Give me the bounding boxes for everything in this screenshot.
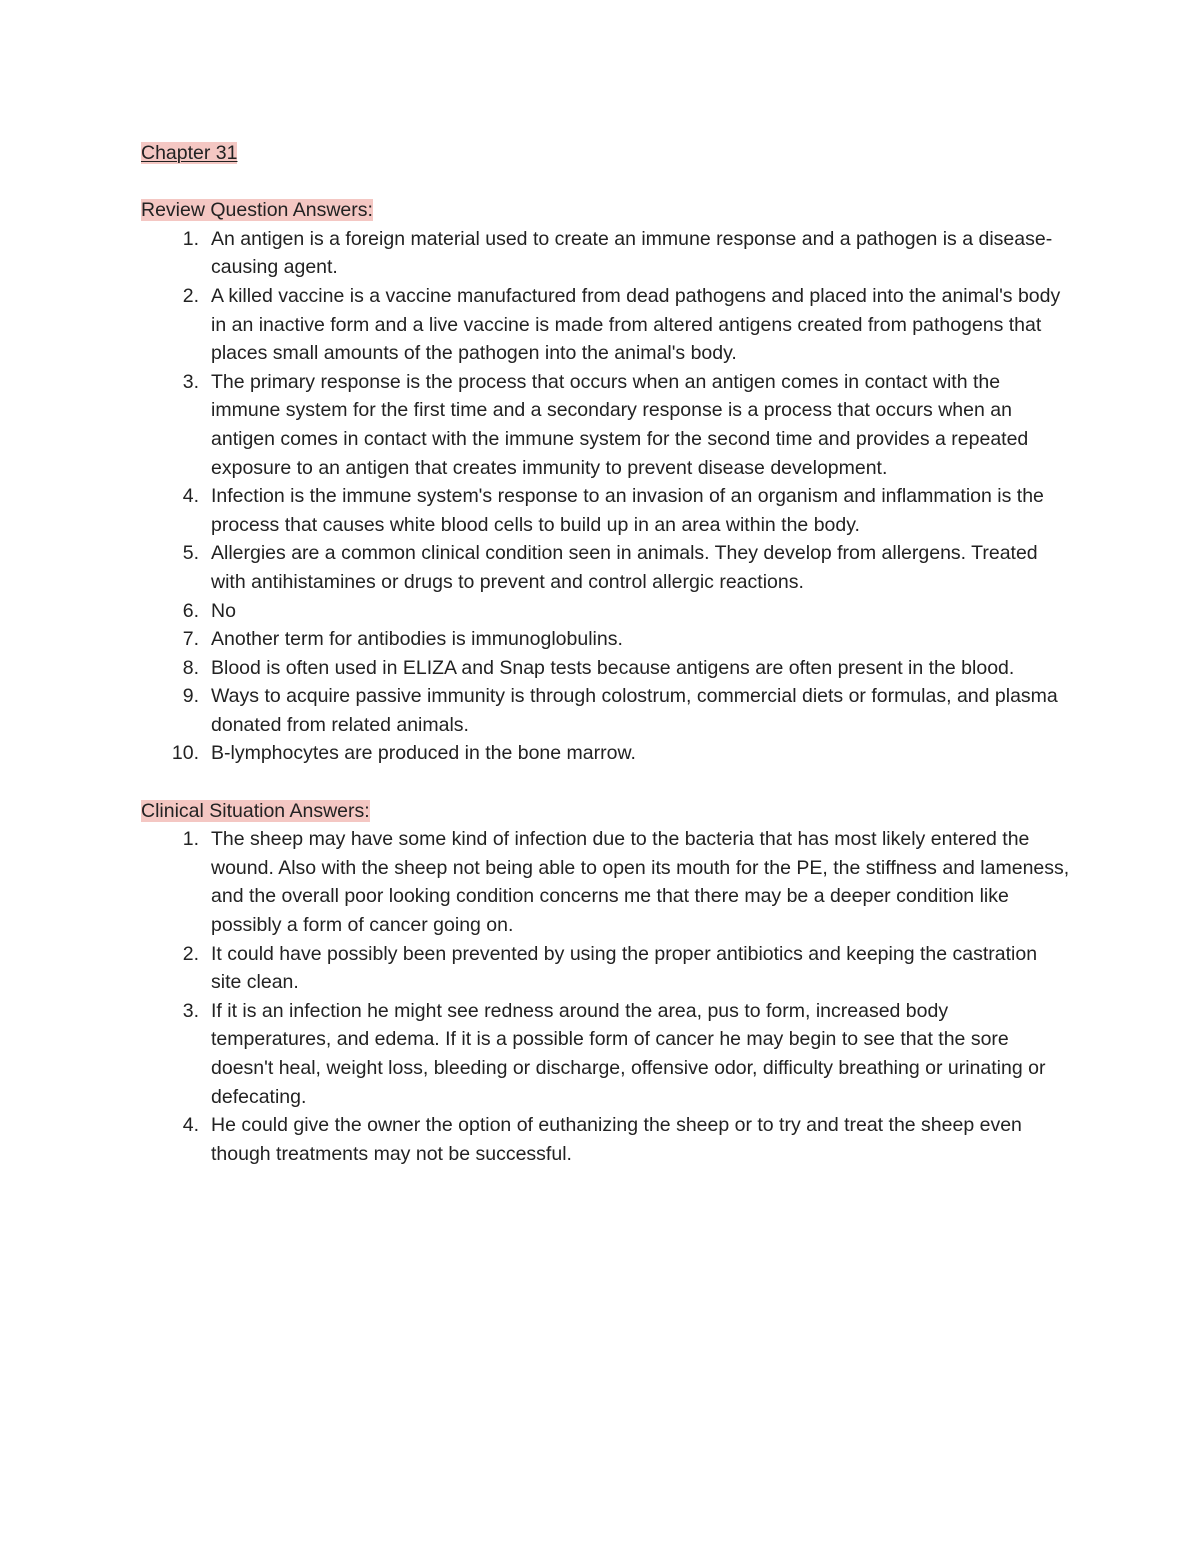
spacer <box>141 768 1071 797</box>
clinical-answers-list <box>141 825 1071 1168</box>
review-heading-text: Review Question Answers: <box>141 199 373 222</box>
list-item <box>141 825 1071 939</box>
list-item <box>141 625 1071 654</box>
list-item <box>141 654 1071 683</box>
item-number: 9. <box>182 685 199 708</box>
list-item <box>141 597 1071 626</box>
spacer <box>141 168 1071 197</box>
item-text: Infection is the immune system's response to an invasion of an organism and inflammation is the process that causes white blood cells to build up in an area within the body. <box>211 485 1044 536</box>
list-item <box>141 368 1071 482</box>
list-item <box>141 539 1071 596</box>
list-item <box>141 282 1071 368</box>
item-text: Allergies are a common clinical condition seen in animals. They develop from allergens. Treated with antihistamines or drugs to prevent and control allergic reactions. <box>211 542 1038 593</box>
item-text: No <box>211 599 236 622</box>
item-text: An antigen is a foreign material used to create an immune response and a pathogen is a disease-causing agent. <box>211 227 1053 279</box>
item-number: 10. <box>171 742 199 765</box>
review-answers-list <box>141 225 1071 768</box>
item-number: 7. <box>182 628 199 651</box>
item-number: 3. <box>182 370 199 393</box>
item-text: If it is an infection he might see redness around the area, pus to form, increased body temperatures, and edema. If it is a possible form of cancer he may begin to see that the sore doesn't heal, weight loss, bleeding or discharge, offensive odor, difficulty breathing or urinating or defecating. <box>211 999 1046 1108</box>
item-text: B-lymphocytes are produced in the bone marrow. <box>211 742 636 765</box>
list-item <box>141 940 1071 997</box>
document-page <box>141 139 1071 1168</box>
item-number: 3. <box>182 999 199 1022</box>
item-number: 6. <box>182 599 199 622</box>
item-text: The sheep may have some kind of infection due to the bacteria that has most likely entered the wound. Also with the sheep not being able to open its mouth for the PE, the stiffness and lameness, and the overall poor looking condition concerns me that there may be a deeper condition like possibly a form of cancer going on. <box>211 828 1070 937</box>
clinical-heading-text: Clinical Situation Answers: <box>141 799 370 822</box>
item-number: 2. <box>182 942 199 965</box>
item-text: He could give the owner the option of euthanizing the sheep or to try and treat the sheep even though treatments may not be successful. <box>211 1114 1022 1165</box>
item-text: Another term for antibodies is immunoglobulins. <box>211 628 623 651</box>
list-item <box>141 225 1071 282</box>
chapter-heading <box>141 139 1071 168</box>
list-item <box>141 739 1071 768</box>
item-text: Ways to acquire passive immunity is through colostrum, commercial diets or formulas, and plasma donated from related animals. <box>211 685 1058 736</box>
item-number: 8. <box>182 656 199 679</box>
item-number: 1. <box>182 828 199 851</box>
chapter-title: Chapter 31 <box>141 142 238 164</box>
list-item <box>141 482 1071 539</box>
review-section-heading <box>141 196 1071 225</box>
item-number: 4. <box>182 1114 199 1137</box>
list-item <box>141 1111 1071 1168</box>
list-item <box>141 997 1071 1111</box>
list-item <box>141 682 1071 739</box>
item-number: 4. <box>182 485 199 508</box>
item-number: 2. <box>182 284 199 307</box>
item-text: The primary response is the process that occurs when an antigen comes in contact with the immune system for the first time and a secondary response is a process that occurs when an antigen comes in contact with the immune system for the second time and provides a repeated exposure to an antigen that creates immunity to prevent disease development. <box>211 370 1029 479</box>
item-text: Blood is often used in ELIZA and Snap tests because antigens are often present in the blood. <box>211 656 1015 679</box>
clinical-section-heading <box>141 797 1071 826</box>
item-number: 1. <box>182 227 199 250</box>
item-text: A killed vaccine is a vaccine manufactured from dead pathogens and placed into the animal's body in an inactive form and a live vaccine is made from altered antigens created from pathogens that places small amounts of the pathogen into the animal's body. <box>211 284 1061 365</box>
item-number: 5. <box>182 542 199 565</box>
item-text: It could have possibly been prevented by using the proper antibiotics and keeping the castration site clean. <box>211 942 1038 994</box>
